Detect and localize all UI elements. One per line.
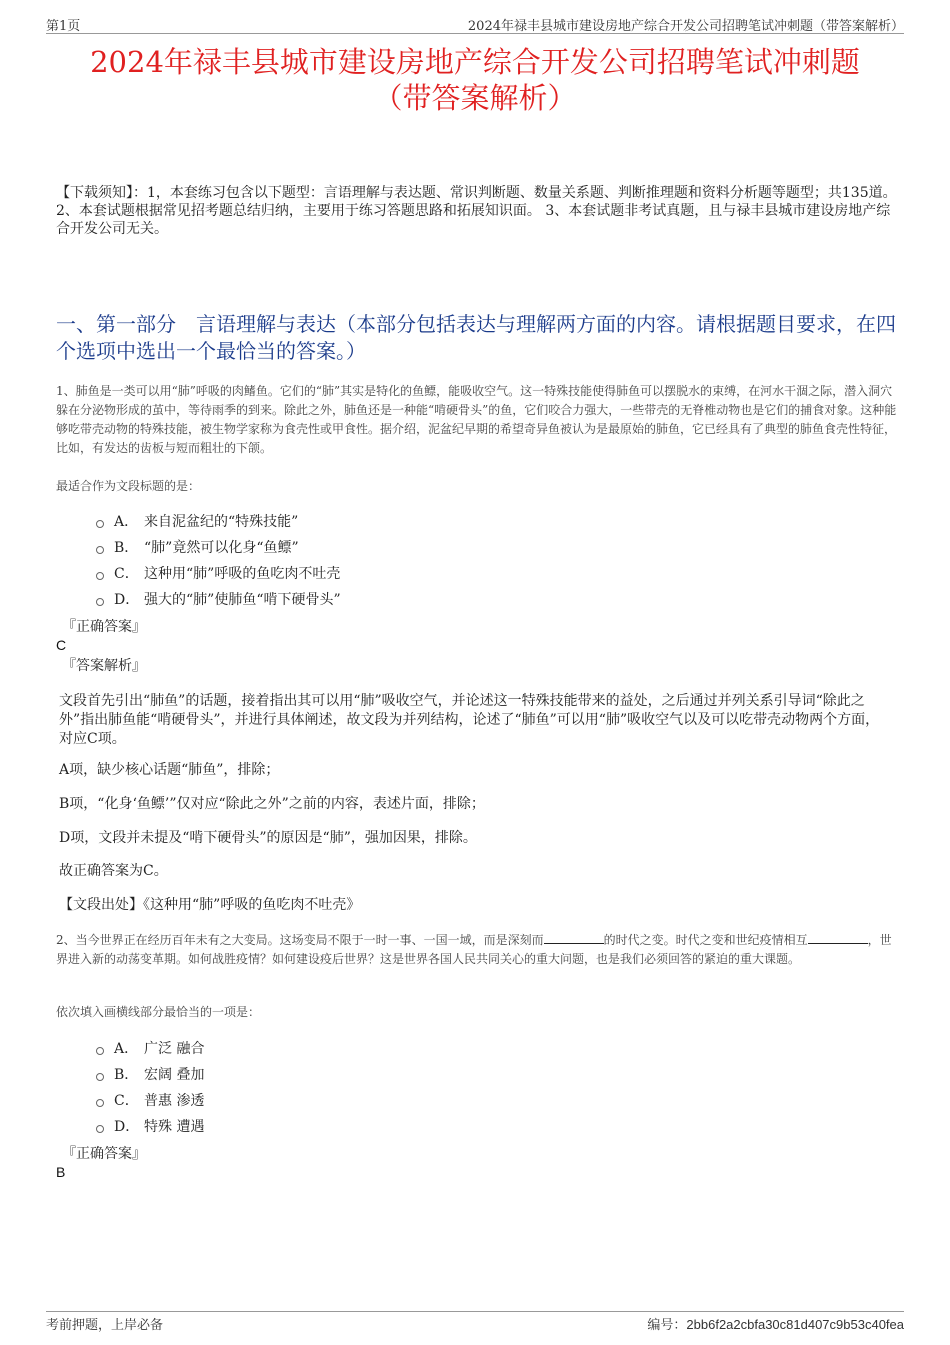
- q1-analysis-b: B项，“化身‘鱼鳔’”仅对应“除此之外”之前的内容，表述片面，排除；: [59, 796, 485, 812]
- title-line-2: （带答案解析）: [373, 81, 577, 115]
- q2-passage: 2、当今世界正在经历百年未有之大变局。这场变局不限于一时一事、一国一域，而是深刻而 的时代之变。时代之变和世纪疫情相互 ，世界进入新的动荡变革期。如何战胜疫情？如何建设疫后世界？这是世界各国人民共同关心的重大问题，也是我们必须回答的紧迫的重大课题。: [56, 933, 892, 966]
- q1-option-d[interactable]: D． 强大的“肺”使肺鱼“啃下硬骨头”: [96, 587, 341, 613]
- radio-icon[interactable]: [96, 546, 104, 554]
- q1-source: 【文段出处】《这种用“肺”呼吸的鱼吃肉不吐壳》: [59, 897, 361, 913]
- running-title: 2024年禄丰县城市建设房地产综合开发公司招聘笔试冲刺题（带答案解析）: [467, 19, 904, 34]
- q1-answer-label: 『正确答案』: [62, 619, 146, 635]
- page-header: [46, 13, 904, 34]
- radio-icon[interactable]: [96, 1125, 104, 1133]
- q1-analysis-label: 『答案解析』: [62, 658, 146, 674]
- q1-option-b[interactable]: B． “肺”竟然可以化身“鱼鳔”: [96, 535, 341, 561]
- radio-icon[interactable]: [96, 520, 104, 528]
- q2-option-c[interactable]: C． 普惠 渗透: [96, 1088, 204, 1114]
- download-notice: 【下载须知】：1，本套练习包含以下题型：言语理解与表达题、常识判断题、数量关系题、判断推理题和资料分析题等题型；共135道。 2、本套试题根据常见招考题总结归纳，主要用于练习答题思路和拓展知识面。 3、本套试题非考试真题，且与禄丰县城市建设房地产综合开发公司无关。: [56, 185, 897, 237]
- page-footer: [46, 1311, 904, 1332]
- q2-answer: B: [56, 1164, 66, 1180]
- document-title: [0, 44, 950, 116]
- q2-option-b[interactable]: B． 宏阔 叠加: [96, 1062, 204, 1088]
- q2-answer-label: 『正确答案』: [62, 1146, 146, 1162]
- radio-icon[interactable]: [96, 1073, 104, 1081]
- q1-passage: 1、肺鱼是一类可以用“肺”呼吸的肉鳍鱼。它们的“肺”其实是特化的鱼鳔，能吸收空气。这一特殊技能使得肺鱼可以摆脱水的束缚，在河水干涸之际，潜入洞穴躲在分泌物形成的茧中，等待雨季的到来。除此之外，肺鱼还是一种能“啃硬骨头”的鱼，它们咬合力强大，一些带壳的无脊椎动物也是它们的捕食对象。这种能够吃带壳动物的特殊技能，被生物学家称为食壳性或甲食性。据介绍，泥盆纪早期的希望奇异鱼被认为是最原始的肺鱼，它已经具有了典型的肺鱼食壳性特征，比如，有发达的齿板与短而粗壮的下颌。: [56, 384, 897, 455]
- q2-option-a[interactable]: A． 广泛 融合: [96, 1036, 204, 1062]
- footer-slogan: 考前押题，上岸必备: [46, 1318, 164, 1333]
- q2-options: [96, 1036, 204, 1140]
- blank-2[interactable]: [808, 931, 868, 944]
- q1-prompt: 最适合作为文段标题的是：: [56, 479, 201, 493]
- q1-analysis-a: A项，缺少核心话题“肺鱼”，排除；: [59, 762, 280, 778]
- q1-analysis-conclusion: 故正确答案为C。: [59, 863, 168, 879]
- q1-option-a[interactable]: A． 来自泥盆纪的“特殊技能”: [96, 509, 341, 535]
- radio-icon[interactable]: [96, 1047, 104, 1055]
- q1-answer: C: [56, 637, 67, 653]
- radio-icon[interactable]: [96, 598, 104, 606]
- radio-icon[interactable]: [96, 1099, 104, 1107]
- q1-analysis-d: D项，文段并未提及“啃下硬骨头”的原因是“肺”，强加因果，排除。: [59, 830, 477, 846]
- q1-analysis-main: 文段首先引出“肺鱼”的话题，接着指出其可以用“肺”吸收空气，并论述这一特殊技能带来的益处，之后通过并列关系引导词“除此之外”指出肺鱼能“啃硬骨头”，并进行具体阐述，故文段为并列结构，论述了“肺鱼”可以用“肺”吸收空气以及可以吃带壳动物两个方面，对应C项。: [59, 693, 880, 747]
- q1-option-c[interactable]: C． 这种用“肺”呼吸的鱼吃肉不吐壳: [96, 561, 341, 587]
- blank-1[interactable]: [544, 931, 604, 944]
- q2-option-d[interactable]: D． 特殊 遭遇: [96, 1114, 204, 1140]
- radio-icon[interactable]: [96, 572, 104, 580]
- q2-prompt: 依次填入画横线部分最恰当的一项是：: [56, 1005, 261, 1019]
- title-line-1: 2024年禄丰县城市建设房地产综合开发公司招聘笔试冲刺题: [90, 45, 860, 79]
- document-code: 编号：2bb6f2a2cbfa30c81d407c9b53c40fea: [647, 1317, 904, 1333]
- section-heading: 一、第一部分 言语理解与表达（本部分包括表达与理解两方面的内容。请根据题目要求，在四个选项中选出一个最恰当的答案。）: [56, 312, 896, 363]
- page-number: 第1页: [46, 19, 81, 34]
- q1-options: [96, 509, 341, 613]
